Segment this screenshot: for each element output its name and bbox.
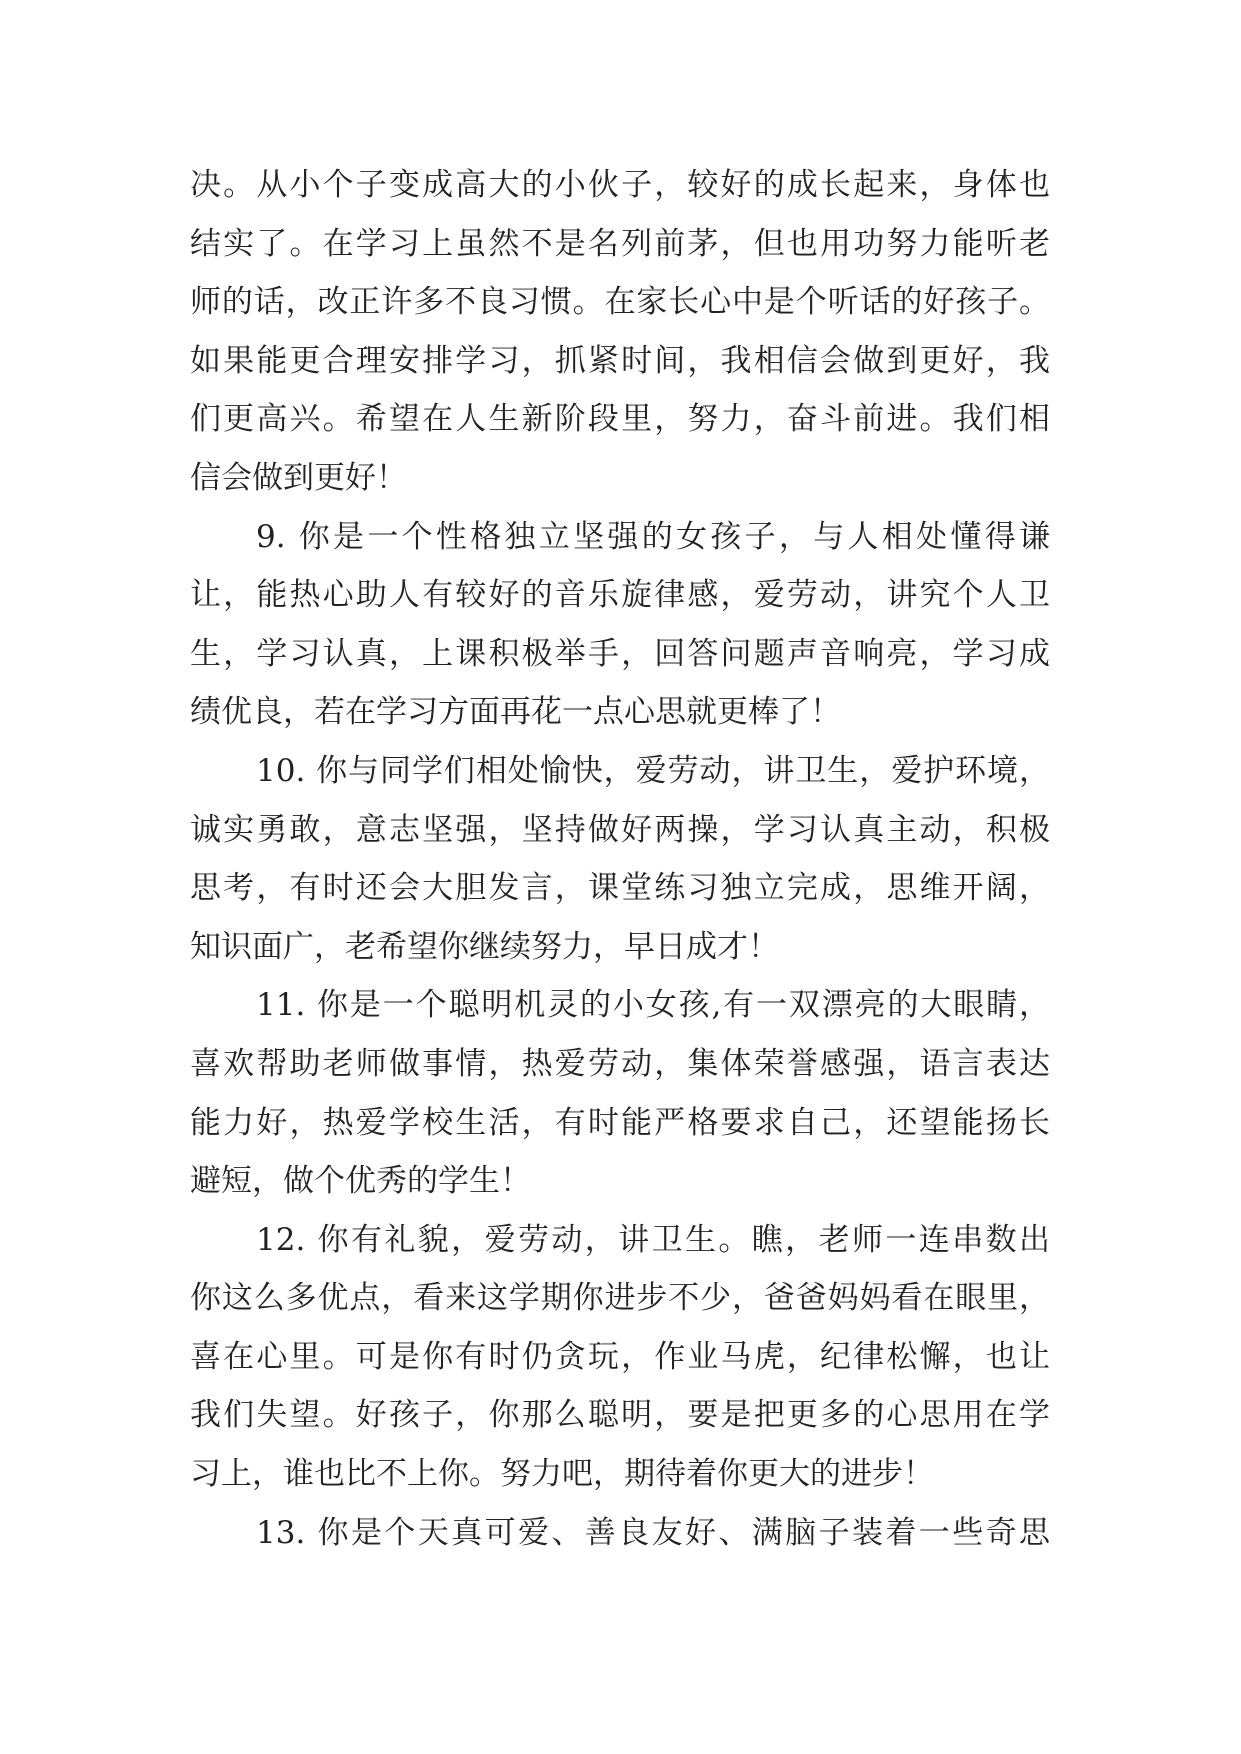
paragraph-line: 避短，做个优秀的学生！ [190,1163,531,1200]
paragraph-line: 们更高兴。希望在人生新阶段里，努力，奋斗前进。我们相 [190,401,1050,438]
paragraph-line: 12. 你有礼貌，爱劳动，讲卫生。瞧，老师一连串数出 [256,1221,1050,1258]
paragraph-line: 喜在心里。可是你有时仍贪玩，作业马虎，纪律松懈，也让 [190,1338,1050,1375]
paragraph-line: 9. 你是一个性格独立坚强的女孩子，与人相处懂得谦 [256,518,1050,555]
paragraph-line: 你这么多优点，看来这学期你进步不少，爸爸妈妈看在眼里， [190,1280,1050,1317]
paragraph-line: 让，能热心助人有较好的音乐旋律感，爱劳动，讲究个人卫 [190,577,1050,614]
paragraph-line: 10. 你与同学们相处愉快，爱劳动，讲卫生，爱护环境， [256,752,1050,789]
paragraph-line: 决。从小个子变成高大的小伙子，较好的成长起来，身体也 [190,167,1050,203]
paragraph-line: 师的话，改正许多不良习惯。在家长心中是个听话的好孩子。 [190,284,1050,321]
paragraph-line: 绩优良，若在学习方面再花一点心思就更棒了！ [190,694,841,731]
paragraph-line: 信会做到更好！ [190,459,407,496]
paragraph-line: 能力好，热爱学校生活，有时能严格要求自己，还望能扬长 [190,1104,1050,1141]
paragraph-line: 如果能更合理安排学习，抓紧时间，我相信会做到更好，我 [190,342,1050,379]
paragraph-line: 习上，谁也比不上你。努力吧，期待着你更大的进步！ [190,1456,934,1493]
paragraph-line: 生，学习认真，上课积极举手，回答问题声音响亮，学习成 [190,635,1050,672]
paragraph-line: 知识面广，老希望你继续努力，早日成才！ [190,928,779,965]
paragraph-line: 结实了。在学习上虽然不是名列前茅，但也用功努力能听老 [190,225,1050,262]
paragraph-line: 13. 你是个天真可爱、善良友好、满脑子装着一些奇思 [256,1514,1050,1551]
document-body [190,156,1050,1562]
paragraph-line: 诚实勇敢，意志坚强，坚持做好两操，学习认真主动，积极 [190,811,1050,848]
paragraph-line: 我们失望。好孩子，你那么聪明，要是把更多的心思用在学 [190,1397,1050,1434]
paragraph-line: 思考，有时还会大胆发言，课堂练习独立完成，思维开阔， [190,870,1050,907]
paragraph-line: 喜欢帮助老师做事情，热爱劳动，集体荣誉感强，语言表达 [190,1045,1050,1082]
paragraph-line: 11. 你是一个聪明机灵的小女孩,有一双漂亮的大眼睛， [256,987,1050,1024]
